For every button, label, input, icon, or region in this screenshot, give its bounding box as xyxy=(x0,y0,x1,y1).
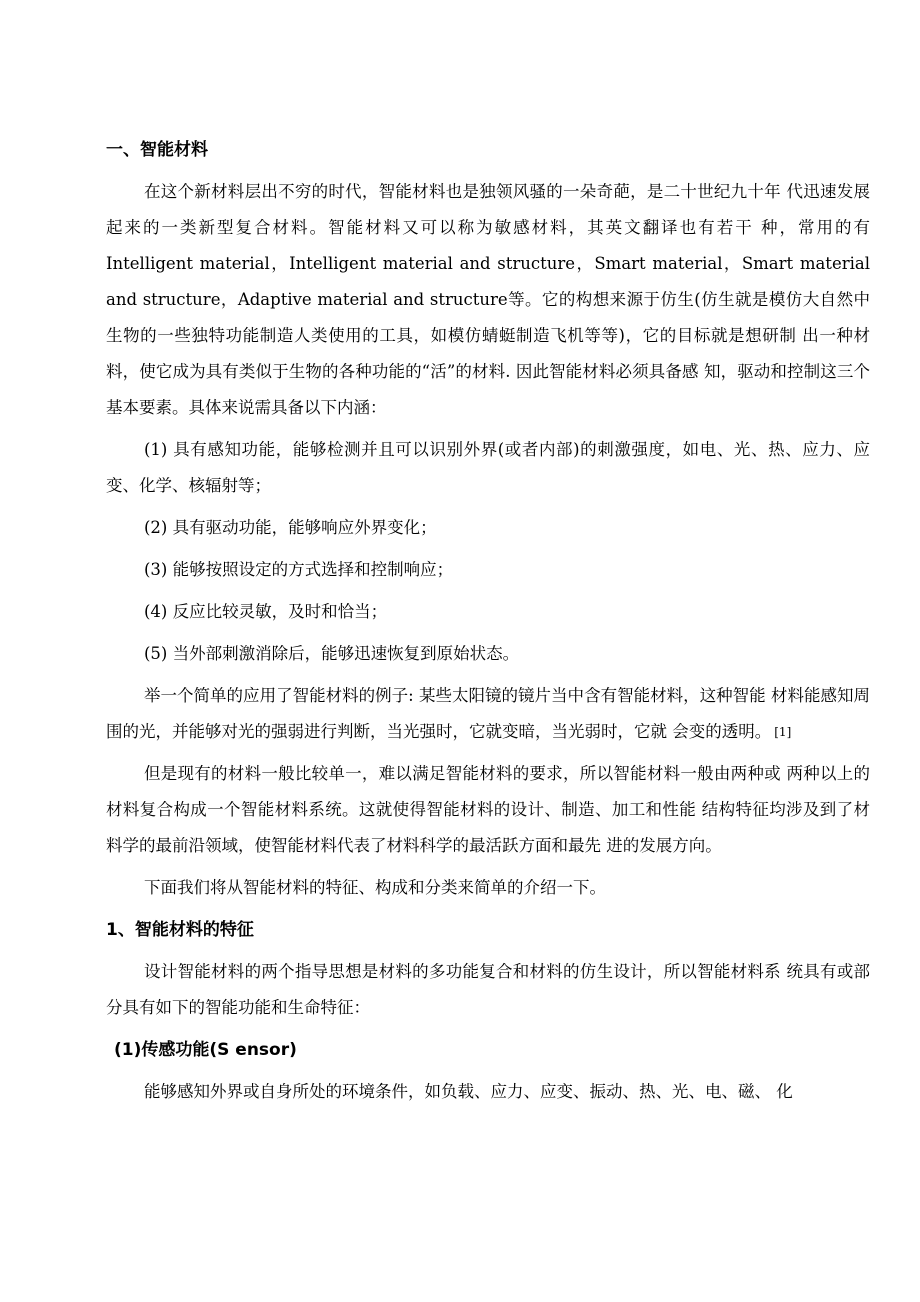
example-paragraph xyxy=(106,678,870,750)
list-item: (2) 具有驱动功能，能够响应外界变化； xyxy=(144,518,437,537)
subsection-paragraph: 设计智能材料的两个指导思想是材料的多功能复合和材料的仿生设计，所以智能材料系 统具有或部分具有如下的智能功能和生命特征： xyxy=(106,962,870,1017)
list-item: (1) 具有感知功能，能够检测并且可以识别外界(或者内部)的刺激强度，如电、光、热、应力、应变、化学、核辐射等； xyxy=(106,440,870,495)
citation-reference[interactable]: [1] xyxy=(774,725,792,739)
list-item: (5) 当外部刺激消除后，能够迅速恢复到原始状态。 xyxy=(144,644,520,663)
outline-paragraph: 下面我们将从智能材料的特征、构成和分类来简单的介绍一下。 xyxy=(144,878,606,897)
list-item: (4) 反应比较灵敏，及时和恰当； xyxy=(144,602,388,621)
document-page xyxy=(106,132,870,1110)
list-item: (3) 能够按照设定的方式选择和控制响应； xyxy=(144,560,454,579)
sensor-heading: (1)传感功能(S ensor) xyxy=(114,1040,297,1060)
example-text: 举一个简单的应用了智能材料的例子: 某些太阳镜的镜片当中含有智能材料，这种智能 材料能感知周围的光，并能够对光的强弱进行判断，当光强时，它就变暗，当光弱时，它就 会变的透明。 xyxy=(106,686,870,741)
composite-paragraph: 但是现有的材料一般比较单一，难以满足智能材料的要求，所以智能材料一般由两种或 两种以上的材料复合构成一个智能材料系统。这就使得智能材料的设计、制造、加工和性能 结构特征均涉及到了材料学的最前沿领域，使智能材料代表了材料科学的最活跃方面和最先 进的发展方向。 xyxy=(106,764,870,855)
sensor-paragraph: 能够感知外界或自身所处的环境条件，如负载、应力、应变、振动、热、光、电、磁、 化 xyxy=(144,1082,793,1101)
intro-paragraph: 在这个新材料层出不穷的时代，智能材料也是独领风骚的一朵奇葩，是二十世纪九十年 代迅速发展起来的一类新型复合材料。智能材料又可以称为敏感材料，其英文翻译也有若干 种，常用的有 Intelligent material，Intelligent material and structure，Smart material，Smart material and structure，Adaptive material and structure等。它的构想来源于仿生(仿生就是模仿大自然中 生物的一些独特功能制造人类使用的工具，如模仿蜻蜓制造飞机等等)，它的目标就是想研制 出一种材料，使它成为具有类似于生物的各种功能的“活”的材料. 因此智能材料必须具备感 知，驱动和控制这三个基本要素。具体来说需具备以下内涵： xyxy=(106,182,870,417)
section-heading: 一、智能材料 xyxy=(106,140,208,160)
subsection-heading: 1、智能材料的特征 xyxy=(106,920,254,940)
